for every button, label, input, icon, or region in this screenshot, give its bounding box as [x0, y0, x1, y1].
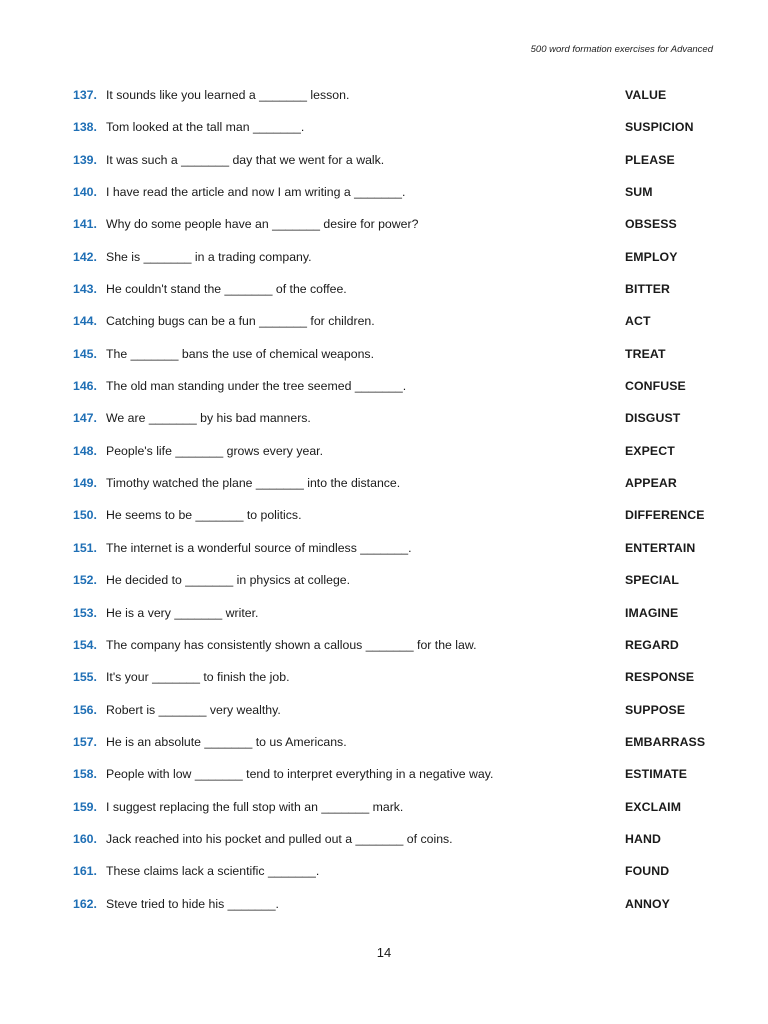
exercise-row: [0, 571, 768, 603]
root-word: CONFUSE: [625, 379, 686, 394]
root-word: SUPPOSE: [625, 702, 686, 717]
exercise-row: [0, 539, 768, 571]
exercise-sentence: We are _______ by his bad manners.: [106, 411, 311, 426]
exercise-number: 142.: [73, 249, 97, 264]
exercise-number: 158.: [73, 767, 97, 782]
exercise-row: [0, 345, 768, 377]
exercise-row: [0, 474, 768, 506]
root-word: APPEAR: [625, 476, 677, 491]
exercise-row: [0, 506, 768, 538]
exercise-sentence: I have read the article and now I am writing a _______.: [106, 185, 406, 200]
exercise-sentence: Timothy watched the plane _______ into the distance.: [106, 476, 401, 491]
root-word: ESTIMATE: [625, 767, 688, 782]
root-word: EMBARRASS: [625, 734, 706, 749]
exercise-row: [0, 701, 768, 733]
exercise-number: 161.: [73, 864, 97, 879]
exercise-number: 153.: [73, 605, 97, 620]
exercise-number: 140.: [73, 185, 97, 200]
exercise-sentence: It's your _______ to finish the job.: [106, 670, 290, 685]
exercise-number: 145.: [73, 346, 97, 361]
root-word: HAND: [625, 831, 661, 846]
exercise-sentence: People with low _______ tend to interpret everything in a negative way.: [106, 767, 494, 782]
root-word: REGARD: [625, 637, 679, 652]
exercise-row: [0, 668, 768, 700]
root-word: SUSPICION: [625, 120, 694, 135]
root-word: EXPECT: [625, 443, 675, 458]
exercise-number: 154.: [73, 637, 97, 652]
exercise-number: 156.: [73, 702, 97, 717]
exercise-sentence: Tom looked at the tall man _______.: [106, 120, 305, 135]
exercise-number: 159.: [73, 799, 97, 814]
exercise-row: [0, 862, 768, 894]
root-word: BITTER: [625, 282, 671, 297]
root-word: VALUE: [625, 88, 667, 102]
exercise-number: 139.: [73, 152, 97, 167]
exercise-row: [0, 895, 768, 927]
root-word: IMAGINE: [625, 605, 679, 620]
exercise-number: 141.: [73, 217, 97, 232]
running-header: 500 word formation exercises for Advanced: [530, 44, 713, 55]
exercise-number: 143.: [73, 282, 97, 297]
exercise-number: 146.: [73, 379, 97, 394]
root-word: DISGUST: [625, 411, 681, 426]
exercise-row: [0, 733, 768, 765]
exercise-sentence: I suggest replacing the full stop with an _______ mark.: [106, 799, 404, 814]
exercise-sentence: He is a very _______ writer.: [106, 605, 259, 620]
exercise-row: [0, 604, 768, 636]
root-word: SPECIAL: [625, 573, 679, 588]
exercise-sentence: He is an absolute _______ to us Americans.: [106, 734, 347, 749]
exercise-number: 151.: [73, 540, 97, 555]
exercise-sentence: He decided to _______ in physics at college.: [106, 573, 351, 588]
root-word: FOUND: [625, 864, 670, 879]
root-word: ANNOY: [625, 896, 670, 911]
exercise-sentence: Catching bugs can be a fun _______ for children.: [106, 314, 375, 329]
exercise-sentence: Why do some people have an _______ desire for power?: [106, 217, 419, 232]
exercise-number: 150.: [73, 508, 97, 523]
exercise-sentence: People's life _______ grows every year.: [106, 443, 323, 458]
exercise-row: [0, 798, 768, 830]
exercise-row: [0, 151, 768, 183]
exercise-sentence: The _______ bans the use of chemical weapons.: [106, 346, 374, 361]
exercise-sentence: He couldn't stand the _______ of the coffee.: [106, 282, 347, 297]
exercise-number: 148.: [73, 443, 97, 458]
root-word: OBSESS: [625, 217, 677, 232]
exercise-number: 138.: [73, 120, 97, 135]
exercise-row: [0, 215, 768, 247]
exercise-row: [0, 765, 768, 797]
exercise-row: [0, 86, 768, 118]
root-word: EMPLOY: [625, 249, 678, 264]
exercise-list: [0, 86, 768, 927]
exercise-number: 147.: [73, 411, 97, 426]
exercise-sentence: It was such a _______ day that we went for a walk.: [106, 152, 385, 167]
exercise-sentence: Jack reached into his pocket and pulled out a _______ of coins.: [106, 831, 453, 846]
exercise-row: [0, 280, 768, 312]
root-word: PLEASE: [625, 152, 675, 167]
exercise-row: [0, 830, 768, 862]
exercise-row: [0, 248, 768, 280]
exercise-number: 149.: [73, 476, 97, 491]
exercise-sentence: The old man standing under the tree seemed _______.: [106, 379, 407, 394]
root-word: RESPONSE: [625, 670, 695, 685]
exercise-row: [0, 636, 768, 668]
exercise-sentence: These claims lack a scientific _______.: [106, 864, 320, 879]
exercise-number: 162.: [73, 896, 97, 911]
exercise-row: [0, 183, 768, 215]
exercise-row: [0, 312, 768, 344]
exercise-row: [0, 118, 768, 150]
exercise-row: [0, 409, 768, 441]
exercise-number: 155.: [73, 670, 97, 685]
root-word: EXCLAIM: [625, 799, 682, 814]
exercise-sentence: He seems to be _______ to politics.: [106, 508, 302, 523]
exercise-sentence: Steve tried to hide his _______.: [106, 896, 279, 911]
root-word: SUM: [625, 185, 653, 200]
page-number: 14: [376, 945, 392, 960]
exercise-sentence: She is _______ in a trading company.: [106, 249, 312, 264]
exercise-sentence: It sounds like you learned a _______ lesson.: [106, 88, 350, 102]
exercise-number: 160.: [73, 831, 97, 846]
exercise-number: 137.: [73, 88, 97, 102]
root-word: ACT: [625, 314, 651, 329]
exercise-number: 144.: [73, 314, 97, 329]
exercise-number: 152.: [73, 573, 97, 588]
exercise-row: [0, 377, 768, 409]
exercise-row: [0, 442, 768, 474]
root-word: ENTERTAIN: [625, 540, 696, 555]
exercise-sentence: The company has consistently shown a callous _______ for the law.: [106, 637, 477, 652]
exercise-sentence: Robert is _______ very wealthy.: [106, 702, 281, 717]
root-word: DIFFERENCE: [625, 508, 705, 523]
root-word: TREAT: [625, 346, 666, 361]
exercise-number: 157.: [73, 734, 97, 749]
exercise-sentence: The internet is a wonderful source of mindless _______.: [106, 540, 412, 555]
